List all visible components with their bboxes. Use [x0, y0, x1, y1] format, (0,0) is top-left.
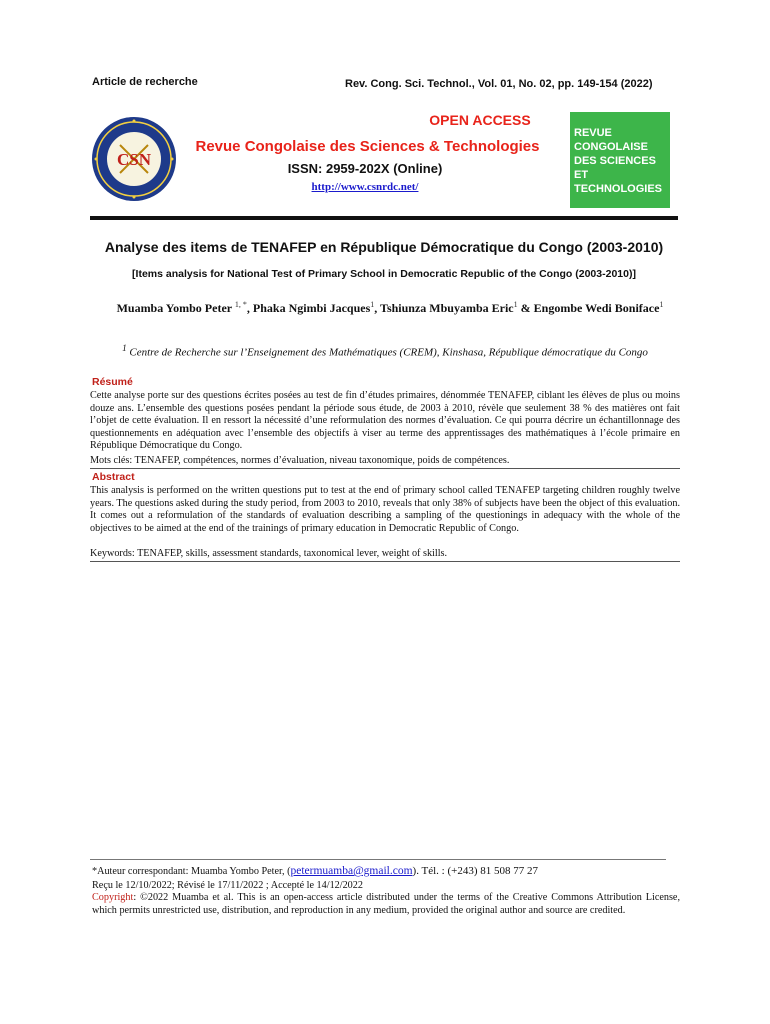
copyright-label: Copyright [92, 892, 134, 903]
brand-line: DES SCIENCES [574, 155, 656, 167]
corr-suffix: ). Tél. : (+243) 81 508 77 27 [412, 865, 539, 877]
article-title: Analyse des items de TENAFEP en République Démocratique du Congo (2003-2010) [104, 239, 664, 255]
resume-keywords: Mots clés: TENAFEP, compétences, normes d’évaluation, niveau taxonomique, poids de compétences. [90, 455, 510, 466]
footnote-divider [90, 859, 666, 860]
corr-prefix: *Auteur correspondant: Muamba Yombo Peter, ( [92, 866, 291, 877]
brand-line: CONGOLAISE [574, 141, 648, 153]
resume-text: Cette analyse porte sur des questions écrites posées au test de fin d’études primaires, dénommée TENAFEP, ciblant les élèves de plus ou moins douze ans. L’ensemble des questions posées pendant la période sous étude, de 2003 à 2010, révèle que seulement 38 % des matières ont fait l’objet de cette évaluation. Il en ressort la nécessité d’une reformulation des normes d’évaluation. Ce qui pourra décrire un échantillonnage des questionnements en adéquation avec l’ensemble des objectifs à viser au terme des apprentissages des mathématiques à l’école primaire en République Démocratique du Congo. [90, 390, 680, 452]
author-affil-mark: 1 [659, 300, 664, 309]
copyright-note [92, 891, 680, 917]
affiliation-mark: 1 [122, 343, 127, 353]
author-email-link[interactable]: petermuamba@gmail.com [290, 865, 413, 877]
abstract-heading: Abstract [92, 471, 135, 483]
logo-monogram: CSN [116, 150, 152, 169]
author-name: Muamba Yombo Peter [116, 301, 232, 315]
author-name: Tshiunza Mbuyamba Eric [380, 301, 514, 315]
author-affil-mark: 1, * [234, 300, 247, 309]
corresponding-author-note [92, 865, 682, 878]
author-affil-mark: 1 [513, 300, 518, 309]
open-access-label: OPEN ACCESS [429, 112, 531, 128]
affiliation [92, 342, 678, 360]
author-affil-mark: 1 [370, 300, 375, 309]
section-divider [90, 561, 680, 562]
copyright-text: : ©2022 Muamba et al. This is an open-access article distributed under the terms of the Creative Commons Attribution License, which permits unrestricted use, distribution, and reproduction in any medium, provided the original author and source are credited. [92, 892, 680, 916]
author-name: Engombe Wedi Boniface [533, 301, 660, 315]
journal-citation: Rev. Cong. Sci. Technol., Vol. 01, No. 02, pp. 149-154 (2022) [345, 78, 653, 90]
submission-dates: Reçu le 12/10/2022; Révisé le 17/11/2022 ; Accepté le 14/12/2022 [92, 880, 363, 891]
author-list: Muamba Yombo Peter $^{1, *}$, Phaka Ngimbi Jacques$^1$, Tshiunza Mbuyamba Eric$^1$ & Engombe Wedi Boniface$^1$ [116, 300, 664, 315]
header-divider [90, 216, 678, 220]
journal-brand-box [570, 112, 670, 208]
issn: ISSN: 2959-202X (Online) [287, 161, 443, 176]
article-subtitle: [Items analysis for National Test of Primary School in Democratic Republic of the Congo (2003-2010)] [132, 268, 636, 280]
journal-url-link[interactable]: http://www.csnrdc.net/ [311, 181, 419, 193]
society-logo-icon [90, 115, 178, 203]
article-type-label: Article de recherche [92, 76, 198, 88]
journal-name: Revue Congolaise des Sciences & Technologies [195, 138, 540, 155]
abstract-text: This analysis is performed on the written questions put to test at the end of primary school called TENAFEP targeting children roughly twelve years. The questions asked during the study period, from 2003 to 2010, reveals that only 38% of subjects have been the object of this evaluation. It comes out a reformulation of the standards of evaluation describing a sampling of the questionings in adequacy with the whole of the objectives to be aimed at the end of the trainings of primary education in Democratic Republic of Congo. [90, 485, 680, 534]
abstract-keywords: Keywords: TENAFEP, skills, assessment standards, taxonomical lever, weight of skills. [90, 548, 448, 559]
affiliation-text: Centre de Recherche sur l’Enseignement des Mathématiques (CREM), Kinshasa, République démocratique du Congo [129, 346, 648, 359]
resume-heading: Résumé [92, 376, 133, 388]
brand-line: REVUE [574, 127, 612, 139]
section-divider [90, 468, 680, 469]
brand-line: ET TECHNOLOGIES [574, 169, 663, 195]
author-name: Phaka Ngimbi Jacques [252, 301, 371, 315]
